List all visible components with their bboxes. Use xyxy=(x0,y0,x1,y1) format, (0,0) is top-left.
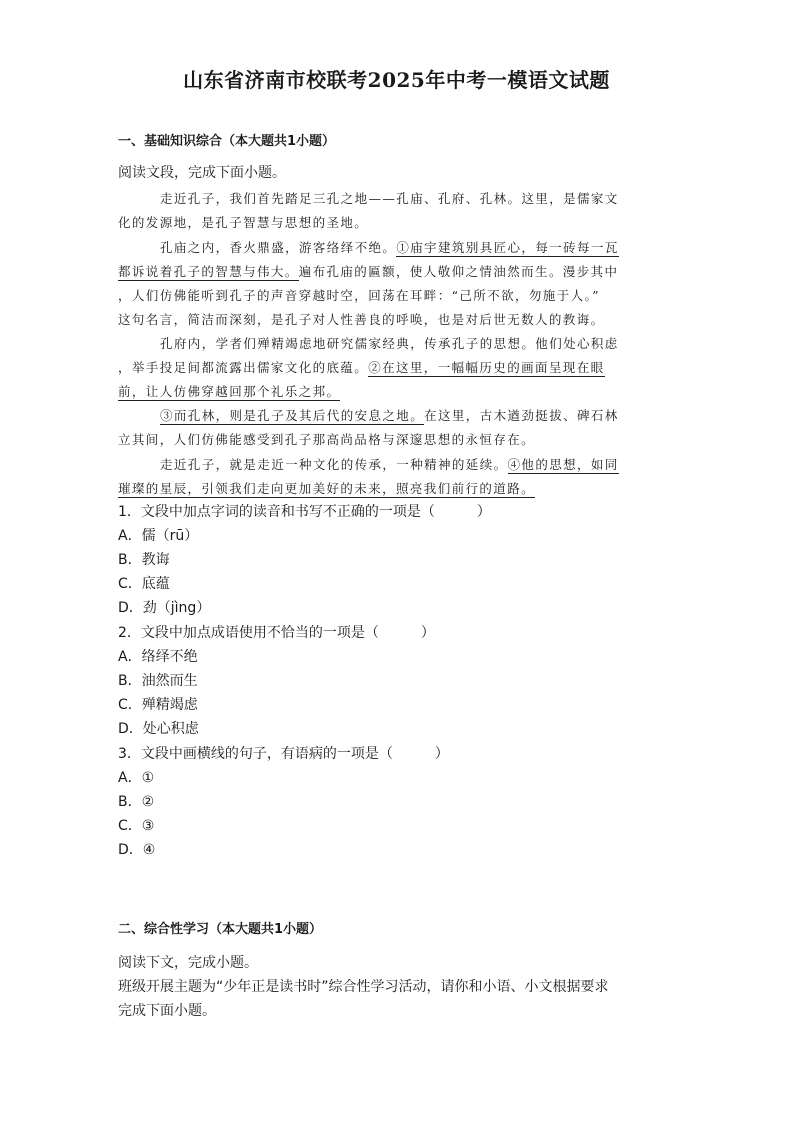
section2-heading: 二、综合性学习（本大题共1小题） xyxy=(118,922,323,937)
question-2-stem: 2．文段中加点成语使用不恰当的一项是（ ） xyxy=(118,625,435,641)
passage-p2-line3: ，人们仿佛能听到孔子的声音穿越时空，回荡在耳畔：“己所不欲，勿施于人。” xyxy=(118,288,600,303)
question-1-option-c: C．底蕴 xyxy=(118,576,170,592)
underlined-sentence-2-cont: 前，让人仿佛穿越回那个礼乐之邦。 xyxy=(118,384,341,399)
section2-text-line2: 完成下面小题。 xyxy=(118,1003,216,1019)
question-1-option-a: A．儒（rū） xyxy=(118,528,199,544)
passage-p2-line4: 这句名言，简洁而深刻，是孔子对人性善良的呼唤，也是对后世无数人的教诲。 xyxy=(118,312,605,327)
underlined-sentence-1-cont: 都诉说着孔子的智慧与伟大。 xyxy=(118,264,299,279)
passage-p4-line1 xyxy=(160,406,619,424)
passage-p4-line2: 立其间，人们仿佛能感受到孔子那高尚品格与深邃思想的永恒存在。 xyxy=(118,432,536,447)
passage-p3-line1: 孔府内，学者们殚精竭虑地研究儒家经典，传承孔子的思想。他们处心积虑 xyxy=(160,336,619,351)
passage-p3-line2 xyxy=(118,358,605,376)
passage-text: 在这里，古木遒劲挺拔、碑石林 xyxy=(424,408,619,423)
question-2-option-b: B．油然而生 xyxy=(118,673,198,689)
passage-p2-line2 xyxy=(118,262,618,280)
question-2-option-d: D．处心积虑 xyxy=(118,721,199,737)
question-3-option-c: C．③ xyxy=(118,818,155,834)
underlined-sentence-2: ②在这里，一幅幅历史的画面呈现在眼 xyxy=(368,360,605,375)
section2-text-line1: 班级开展主题为“少年正是读书时”综合性学习活动，请你和小语、小文根据要求 xyxy=(118,979,609,995)
passage-p5-line1 xyxy=(160,455,619,473)
question-1-option-d: D．劲（jìng） xyxy=(118,600,211,616)
doc-title: 山东省济南市校联考2025年中考一模语文试题 xyxy=(183,68,610,92)
underlined-sentence-4-cont: 璀璨的星辰，引领我们走向更加美好的未来，照亮我们前行的道路。 xyxy=(118,481,536,496)
passage-p3-line3 xyxy=(118,382,340,400)
passage-p1-line1: 走近孔子，我们首先踏足三孔之地——孔庙、孔府、孔林。这里，是儒家文 xyxy=(160,191,619,206)
passage-text: 走近孔子，就是走近一种文化的传承，一种精神的延续。 xyxy=(160,457,508,472)
passage-p2-line1 xyxy=(160,238,619,256)
underlined-sentence-3: ③而孔林，则是孔子及其后代的安息之地。 xyxy=(160,408,425,423)
question-2-option-a: A．络绎不绝 xyxy=(118,649,198,665)
section2-intro: 阅读下文，完成小题。 xyxy=(118,955,258,971)
section1-intro: 阅读文段，完成下面小题。 xyxy=(118,165,286,181)
section1-heading: 一、基础知识综合（本大题共1小题） xyxy=(118,134,336,149)
question-1-option-b: B．教诲 xyxy=(118,552,170,568)
passage-text: 孔庙之内，香火鼎盛，游客络绎不绝。 xyxy=(160,240,397,255)
question-1-stem: 1．文段中加点字词的读音和书写不正确的一项是（ ） xyxy=(118,504,491,520)
passage-text: ，举手投足间都流露出儒家文化的底蕴。 xyxy=(118,360,369,375)
passage-text: 遍布孔庙的匾额，使人敬仰之情油然而生。漫步其中 xyxy=(298,264,619,279)
question-3-option-a: A．① xyxy=(118,770,155,786)
underlined-sentence-1: ①庙宇建筑别具匠心，每一砖每一瓦 xyxy=(396,240,619,255)
question-3-stem: 3．文段中画横线的句子，有语病的一项是（ ） xyxy=(118,746,449,762)
question-3-option-b: B．② xyxy=(118,794,155,810)
passage-p1-line2: 化的发源地，是孔子智慧与思想的圣地。 xyxy=(118,215,369,230)
question-3-option-d: D．④ xyxy=(118,842,156,858)
underlined-sentence-4: ④他的思想，如同 xyxy=(507,457,619,472)
question-2-option-c: C．殚精竭虑 xyxy=(118,697,198,713)
passage-p5-line2 xyxy=(118,479,535,497)
